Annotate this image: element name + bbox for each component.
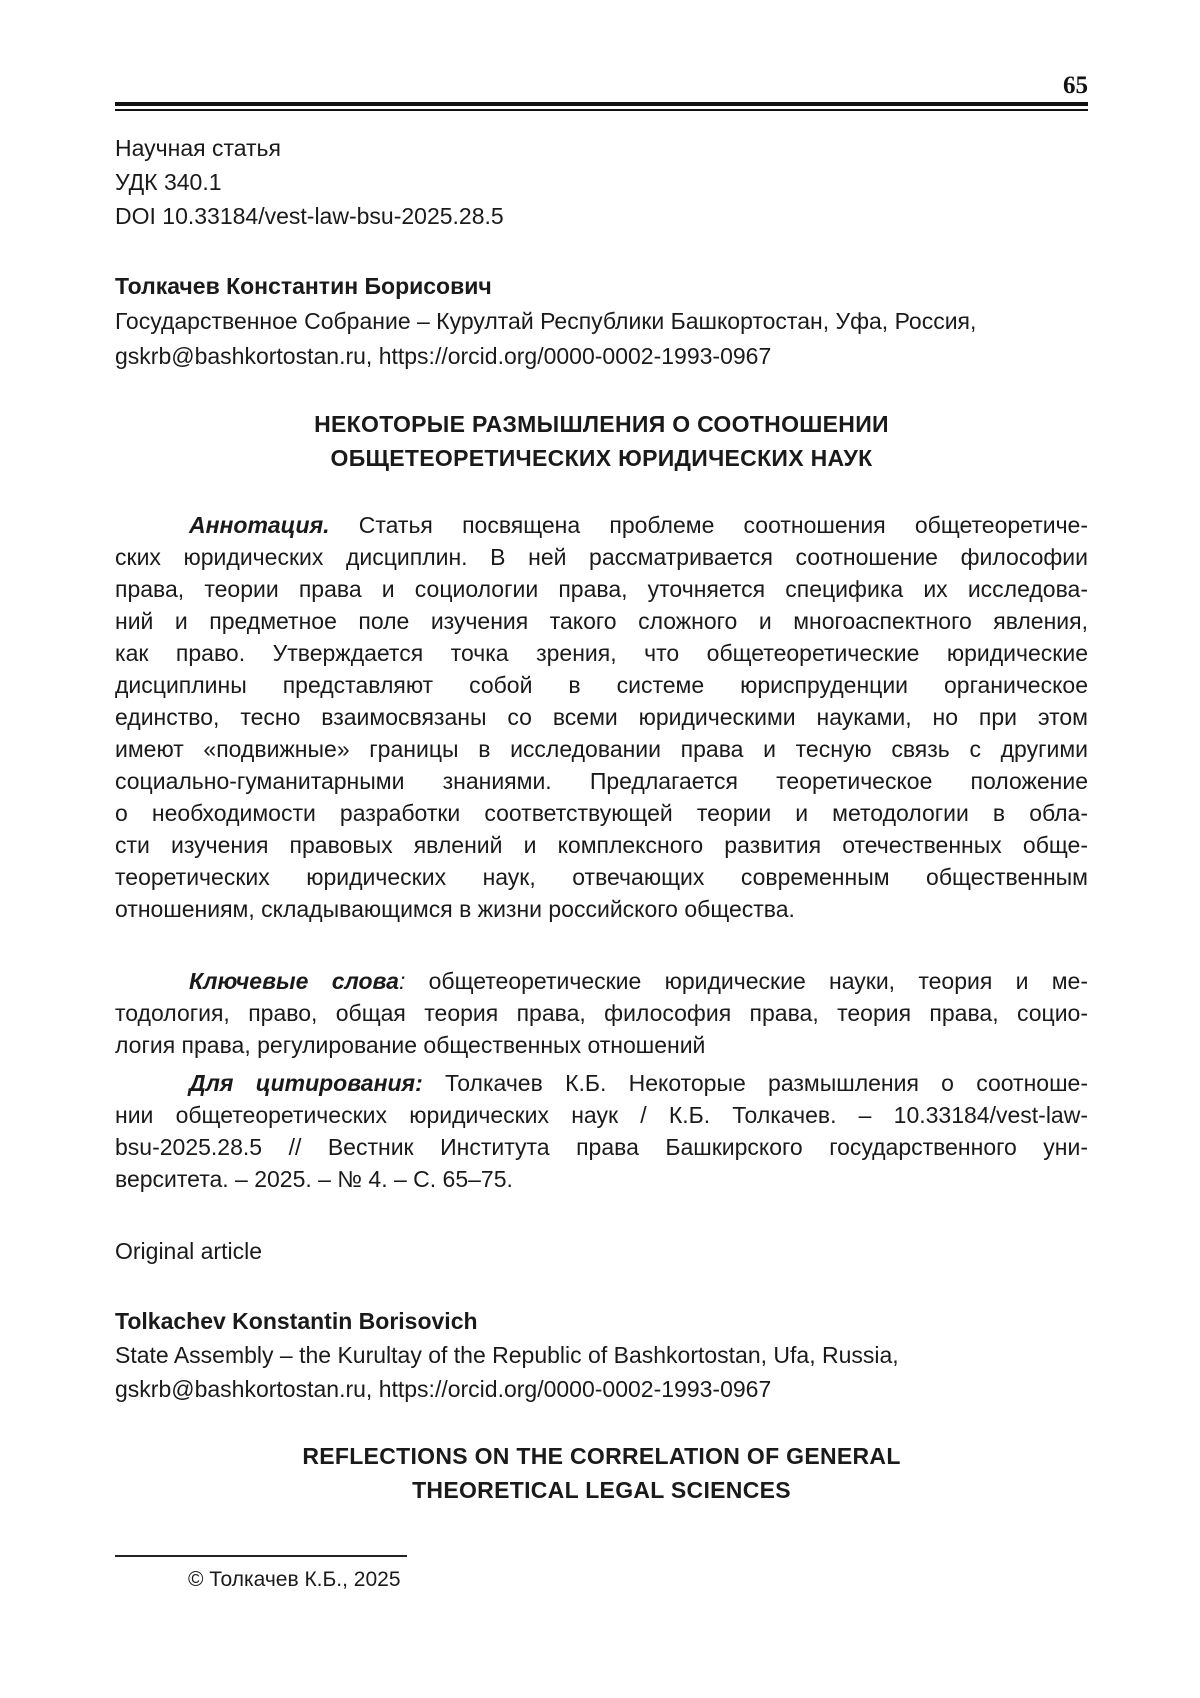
ru-contacts: gskrb@bashkortostan.ru, https://orcid.org/0000-0002-1993-0967 bbox=[115, 343, 772, 369]
en-contacts: gskrb@bashkortostan.ru, https://orcid.org/0000-0002-1993-0967 bbox=[115, 1376, 772, 1402]
annotation-line: имеют «подвижные» границы в исследовании права и тесную связь с другими bbox=[115, 736, 1088, 762]
footnote-rule bbox=[115, 1555, 407, 1557]
citation-line: нии общетеоретических юридических наук / К.Б. Толкачев. – 10.33184/vest-law- bbox=[115, 1102, 1088, 1128]
annotation-line: Статья посвящена проблеме соотношения общетеоретиче- bbox=[358, 512, 1088, 538]
en-affiliation: State Assembly – the Kurultay of the Republic of Bashkortostan, Ufa, Russia, bbox=[115, 1342, 899, 1368]
citation-line: Толкачев К.Б. Некоторые размышления о соотноше- bbox=[445, 1070, 1088, 1096]
annotation-line: как право. Утверждается точка зрения, что общетеоретические юридические bbox=[115, 640, 1088, 666]
page-number: 65 bbox=[1063, 72, 1088, 99]
annotation-label: Аннотация. bbox=[189, 512, 330, 538]
ru-title-line: ОБЩЕТЕОРЕТИЧЕСКИХ ЮРИДИЧЕСКИХ НАУК bbox=[330, 445, 873, 471]
ru-title-line: НЕКОТОРЫЕ РАЗМЫШЛЕНИЯ О СООТНОШЕНИИ bbox=[314, 411, 889, 437]
keywords-line: общетеоретические юридические науки, теория и ме- bbox=[428, 968, 1088, 994]
ru-udc: УДК 340.1 bbox=[115, 169, 222, 195]
annotation-line: права, теории права и социологии права, уточняется специфика их исследова- bbox=[115, 576, 1088, 602]
copyright-footnote: © Толкачев К.Б., 2025 bbox=[188, 1568, 401, 1591]
header-rule-thin bbox=[115, 109, 1088, 111]
ru-author: Толкачев Константин Борисович bbox=[115, 273, 492, 299]
annotation-line: отношениям, складывающимся в жизни российского общества. bbox=[115, 896, 795, 922]
citation-paragraph bbox=[115, 1067, 1088, 1195]
en-title-line: THEORETICAL LEGAL SCIENCES bbox=[412, 1477, 791, 1503]
keywords-colon: : bbox=[398, 968, 406, 994]
annotation-paragraph bbox=[115, 509, 1088, 925]
annotation-line: теоретических юридических наук, отвечающих современным общественным bbox=[115, 864, 1088, 890]
citation-line: верситета. – 2025. – № 4. – С. 65–75. bbox=[115, 1166, 513, 1192]
keywords-line: логия права, регулирование общественных отношений bbox=[115, 1032, 706, 1058]
citation-line: bsu-2025.28.5 // Вестник Института права Башкирского государственного уни- bbox=[115, 1134, 1088, 1160]
annotation-line: сти изучения правовых явлений и комплексного развития отечественных обще- bbox=[115, 832, 1088, 858]
en-article-type: Original article bbox=[115, 1238, 262, 1264]
annotation-line: единство, тесно взаимосвязаны со всеми юридическими науками, но при этом bbox=[115, 704, 1088, 730]
keywords-label: Ключевые слова bbox=[189, 968, 399, 994]
annotation-line: ний и предметное поле изучения такого сложного и многоаспектного явления, bbox=[115, 608, 1088, 634]
annotation-line: дисциплины представляют собой в системе юриспруденции органическое bbox=[115, 672, 1088, 698]
keywords-paragraph bbox=[115, 965, 1088, 1061]
ru-doi: DOI 10.33184/vest-law-bsu-2025.28.5 bbox=[115, 203, 504, 229]
en-title-line: REFLECTIONS ON THE CORRELATION OF GENERAL bbox=[302, 1443, 901, 1469]
annotation-line: социально-гуманитарными знаниями. Предлагается теоретическое положение bbox=[115, 768, 1088, 794]
annotation-line: ских юридических дисциплин. В ней рассматривается соотношение философии bbox=[115, 544, 1088, 570]
keywords-line: тодология, право, общая теория права, философия права, теория права, социо- bbox=[115, 1000, 1088, 1026]
ru-affiliation: Государственное Собрание – Курултай Республики Башкортостан, Уфа, Россия, bbox=[115, 308, 977, 334]
header-rule-thick bbox=[115, 102, 1088, 106]
citation-label: Для цитирования: bbox=[189, 1070, 423, 1096]
ru-article-type: Научная статья bbox=[115, 135, 281, 161]
annotation-line: о необходимости разработки соответствующей теории и методологии в обла- bbox=[115, 800, 1088, 826]
en-author: Tolkachev Konstantin Borisovich bbox=[115, 1308, 478, 1334]
